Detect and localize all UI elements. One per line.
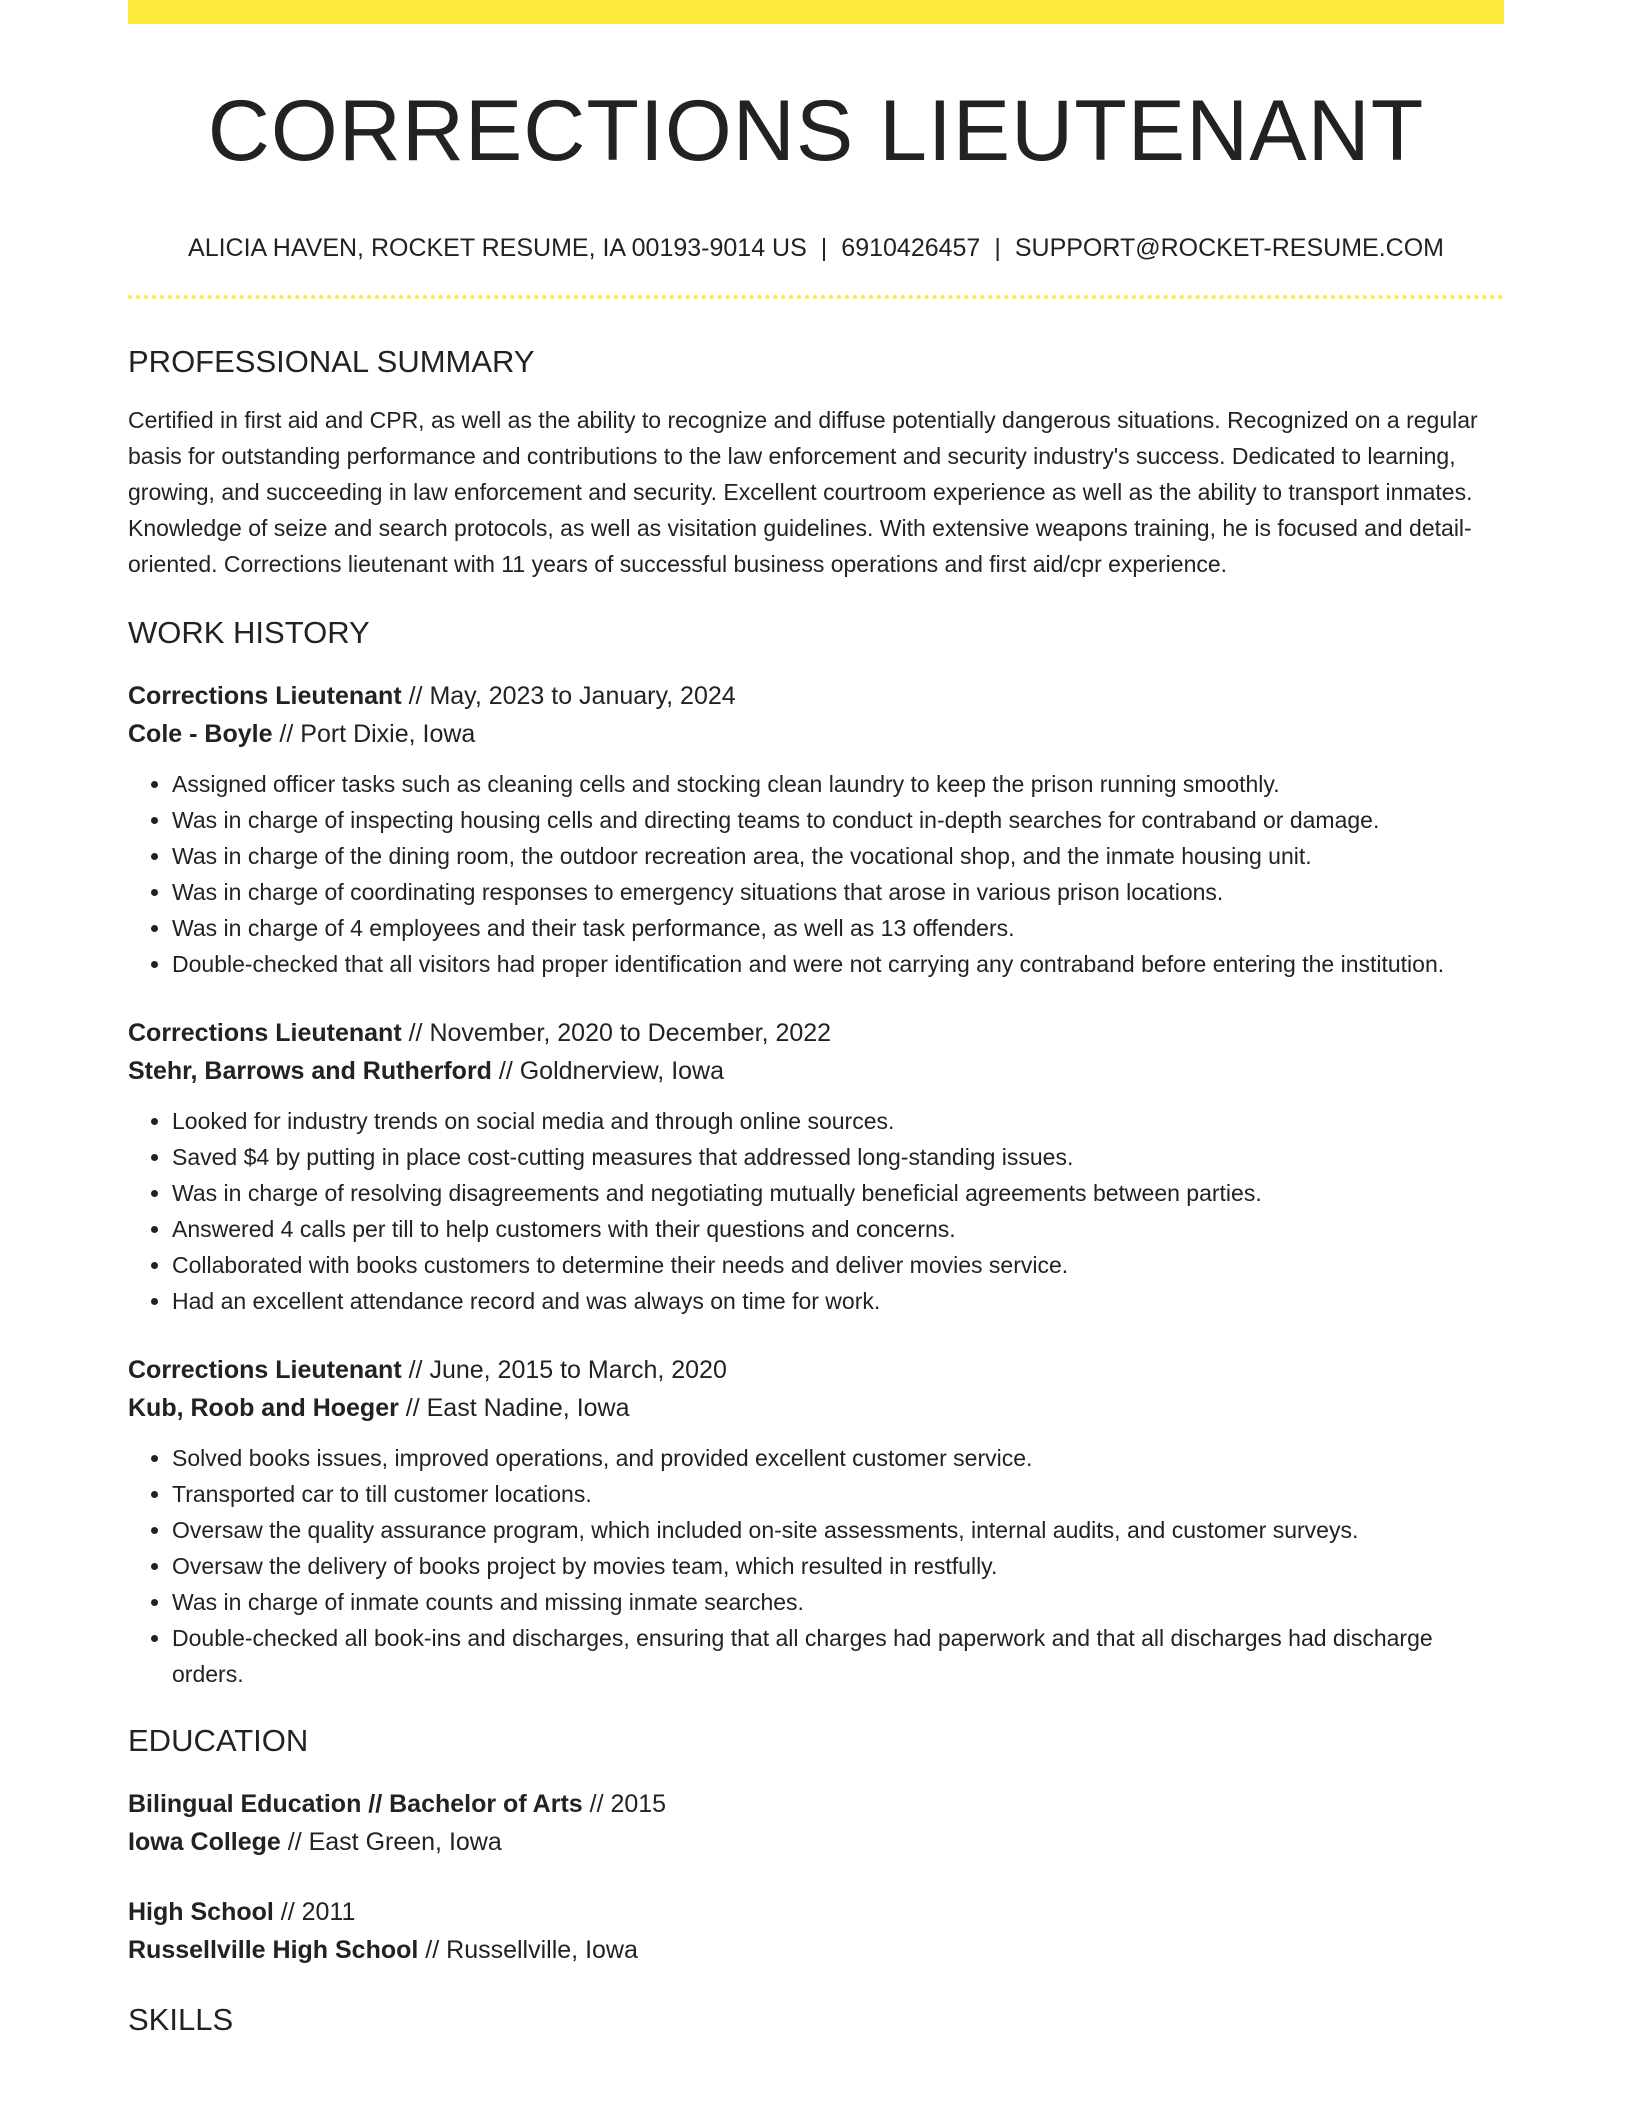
job-dates: // May, 2023 to January, 2024	[401, 681, 736, 710]
job-dates: // June, 2015 to March, 2020	[401, 1355, 727, 1384]
education-location: // East Green, Iowa	[280, 1828, 502, 1857]
dotted-divider	[128, 295, 1504, 299]
job-entry	[128, 677, 1504, 982]
education-degree: Bilingual Education // Bachelor of Arts	[128, 1790, 583, 1819]
education-heading: EDUCATION	[128, 1722, 309, 1758]
education-degree: High School	[128, 1898, 274, 1927]
job-bullet: • Oversaw the quality assurance program, which included on-site assessments, internal audits, and customer surveys.	[172, 1512, 1504, 1548]
contact-separator: |	[820, 233, 828, 262]
job-location: // Goldnerview, Iowa	[491, 1056, 725, 1085]
job-bullet: • Solved books issues, improved operations, and provided excellent customer service.	[172, 1440, 1504, 1476]
job-bullet: • Was in charge of resolving disagreements and negotiating mutually beneficial agreements between parties.	[172, 1175, 1504, 1211]
job-entry	[128, 1351, 1504, 1692]
job-bullet: • Oversaw the delivery of books project by movies team, which resulted in restfully.	[172, 1548, 1504, 1584]
job-bullet: • Looked for industry trends on social media and through online sources.	[172, 1103, 1504, 1139]
job-bullet: • Answered 4 calls per till to help customers with their questions and concerns.	[172, 1211, 1504, 1247]
job-title: Corrections Lieutenant	[128, 1355, 402, 1384]
job-bullet: • Transported car to till customer locations.	[172, 1476, 1504, 1512]
job-company-line	[128, 1052, 1504, 1090]
education-school: Iowa College	[128, 1828, 281, 1857]
job-company: Kub, Roob and Hoeger	[128, 1393, 399, 1422]
resume-title: CORRECTIONS LIEUTENANT	[207, 83, 1425, 179]
education-year: // 2015	[582, 1790, 667, 1819]
job-title-line	[128, 1014, 1504, 1052]
education-location: // Russellville, Iowa	[418, 1936, 638, 1965]
job-bullet: • Was in charge of the dining room, the outdoor recreation area, the vocational shop, and the inmate housing unit.	[172, 838, 1504, 874]
education-entry	[128, 1893, 1504, 1969]
job-bullet: • Had an excellent attendance record and was always on time for work.	[172, 1283, 1504, 1319]
top-accent-bar	[128, 0, 1504, 24]
job-bullets	[128, 1440, 1504, 1692]
job-title-line	[128, 1351, 1504, 1389]
job-location: // Port Dixie, Iowa	[272, 719, 476, 748]
job-title: Corrections Lieutenant	[128, 1018, 402, 1047]
job-bullets	[128, 766, 1504, 982]
job-title: Corrections Lieutenant	[128, 681, 402, 710]
summary-heading: PROFESSIONAL SUMMARY	[128, 343, 535, 379]
job-company-line	[128, 1389, 1504, 1427]
job-bullet: • Double-checked that all visitors had proper identification and were not carrying any contraband before entering the institution.	[172, 946, 1504, 982]
education-degree-line	[128, 1785, 1504, 1823]
resume-page	[128, 0, 1504, 2038]
job-bullet: • Collaborated with books customers to determine their needs and deliver movies service.	[172, 1247, 1504, 1283]
job-bullets	[128, 1103, 1504, 1319]
job-title-line	[128, 677, 1504, 715]
job-entry	[128, 1014, 1504, 1319]
job-bullet: • Was in charge of 4 employees and their task performance, as well as 13 offenders.	[172, 910, 1504, 946]
job-bullet: • Was in charge of inmate counts and missing inmate searches.	[172, 1584, 1504, 1620]
contact-phone: 6910426457	[841, 233, 981, 262]
education-school-line	[128, 1931, 1504, 1969]
education-degree-line	[128, 1893, 1504, 1931]
job-dates: // November, 2020 to December, 2022	[401, 1018, 832, 1047]
job-company: Stehr, Barrows and Rutherford	[128, 1056, 492, 1085]
job-bullet: • Was in charge of coordinating responses to emergency situations that arose in various prison locations.	[172, 874, 1504, 910]
education-school-line	[128, 1823, 1504, 1861]
job-bullet: • Saved $4 by putting in place cost-cutting measures that addressed long-standing issues.	[172, 1139, 1504, 1175]
contact-address: ALICIA HAVEN, ROCKET RESUME, IA 00193-9014 US	[188, 233, 807, 262]
job-company: Cole - Boyle	[128, 719, 273, 748]
skills-heading: SKILLS	[128, 2002, 234, 2038]
summary-text: Certified in first aid and CPR, as well as the ability to recognize and diffuse potentially dangerous situations. Recognized on a regular basis for outstanding performance and contributions to the law enforcement and security industry's success. Dedicated to learning, growing, and succeeding in law enforcement and security. Excellent courtroom experience as well as the ability to transport inmates. Knowledge of seize and search protocols, as well as visitation guidelines. With extensive weapons training, he is focused and detail-oriented. Corrections lieutenant with 11 years of successful business operations and first aid/cpr experience.	[128, 406, 1478, 577]
work-history-heading: WORK HISTORY	[128, 614, 370, 650]
job-location: // East Nadine, Iowa	[398, 1393, 630, 1422]
job-company-line	[128, 715, 1504, 753]
education-school: Russellville High School	[128, 1936, 419, 1965]
contact-separator: |	[994, 233, 1001, 262]
education-entry	[128, 1785, 1504, 1861]
job-bullet: • Was in charge of inspecting housing cells and directing teams to conduct in-depth searches for contraband or damage.	[172, 802, 1504, 838]
education-year: // 2011	[273, 1898, 356, 1927]
contact-line	[128, 233, 1504, 263]
contact-email: SUPPORT@ROCKET-RESUME.COM	[1014, 233, 1444, 262]
job-bullet: • Double-checked all book-ins and discharges, ensuring that all charges had paperwork and that all discharges had discharge orders.	[172, 1620, 1504, 1692]
job-bullet: • Assigned officer tasks such as cleaning cells and stocking clean laundry to keep the prison running smoothly.	[172, 766, 1504, 802]
